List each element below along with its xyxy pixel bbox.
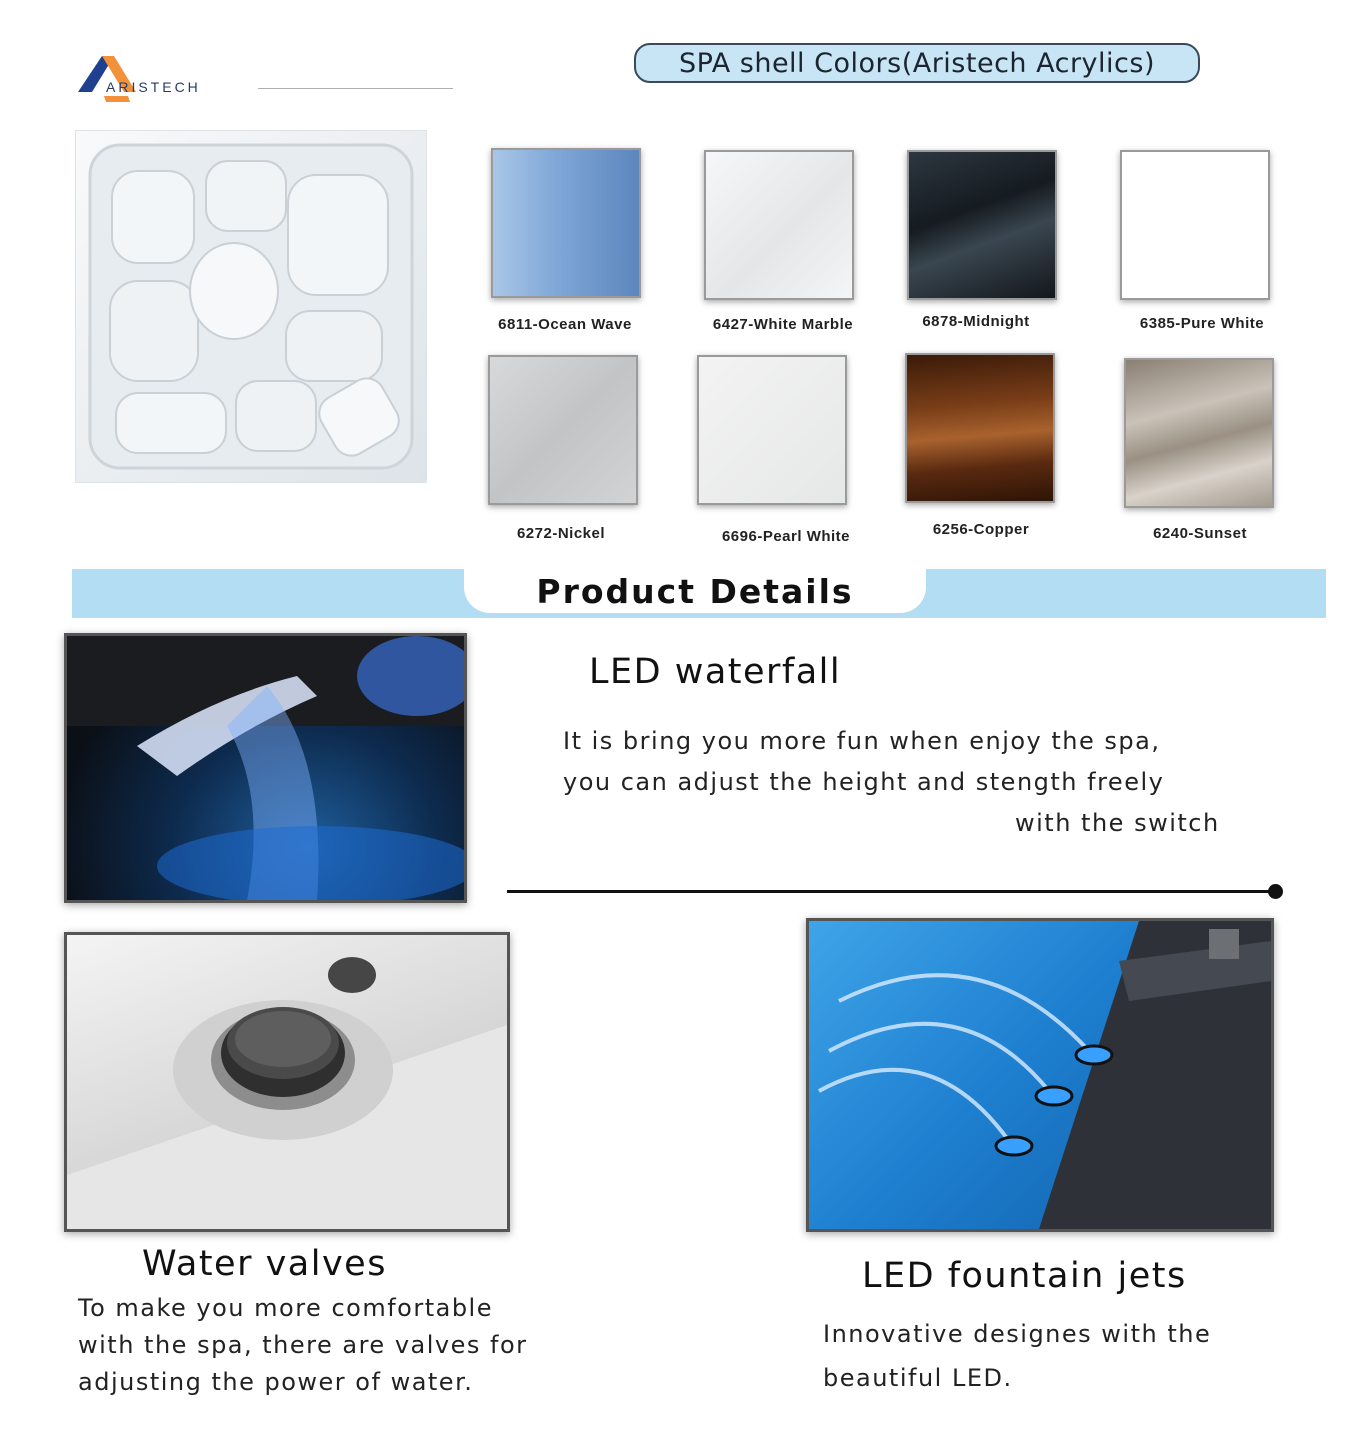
led-waterfall-description (563, 721, 1283, 844)
led-waterfall-photo (64, 633, 467, 903)
logo-text: ARISTECH (106, 79, 201, 95)
description-line: beautiful LED. (823, 1364, 1013, 1392)
swatch-pure-white (1120, 150, 1270, 300)
swatch-midnight (907, 150, 1057, 300)
product-details-title: Product Details (536, 571, 854, 611)
section-divider (507, 890, 1277, 893)
swatch-label: 6878-Midnight (922, 313, 1030, 330)
swatch-copper (905, 353, 1055, 503)
led-fountain-jets-photo (806, 918, 1274, 1232)
description-line: To make you more comfortable (78, 1294, 493, 1322)
spa-shell-drawing (76, 131, 426, 482)
description-line: with the switch (1015, 809, 1220, 837)
swatch-white-marble (704, 150, 854, 300)
aristech-logo-mark-icon (78, 52, 138, 104)
divider-dot (1268, 884, 1283, 899)
product-details-tab (464, 569, 926, 613)
swatch-label: 6811-Ocean Wave (498, 316, 632, 333)
swatch-label: 6256-Copper (932, 521, 1030, 538)
swatch-nickel (488, 355, 638, 505)
swatch-label: 6427-White Marble (712, 316, 854, 333)
description-line: Innovative designes with the (823, 1320, 1212, 1348)
description-line: adjusting the power of water. (78, 1368, 474, 1396)
swatch-label: 6385-Pure White (1139, 315, 1265, 332)
led-waterfall-drawing (67, 636, 464, 900)
swatch-label: 6272-Nickel (516, 525, 606, 542)
swatch-label: 6240-Sunset (1153, 525, 1247, 542)
swatch-sunset (1124, 358, 1274, 508)
swatch-pearl-white (697, 355, 847, 505)
spa-shell-image (75, 130, 427, 483)
description-line: It is bring you more fun when enjoy the spa, (563, 727, 1161, 755)
water-valve-drawing (67, 935, 507, 1229)
swatch-label: 6696-Pearl White (721, 528, 851, 545)
water-valves-heading: Water valves (142, 1244, 387, 1284)
swatch-ocean-wave (491, 148, 641, 298)
description-line: with the spa, there are valves for (78, 1331, 528, 1359)
water-valves-description (78, 1290, 638, 1401)
led-fountain-jets-description (823, 1312, 1343, 1400)
led-fountain-jets-drawing (809, 921, 1271, 1229)
led-fountain-jets-heading: LED fountain jets (862, 1256, 1187, 1296)
spa-shell-colors-title: SPA shell Colors(Aristech Acrylics) (634, 43, 1200, 83)
water-valves-photo (64, 932, 510, 1232)
logo-rule (258, 88, 453, 89)
aristech-logo (78, 52, 458, 104)
description-line: you can adjust the height and stength freely (563, 768, 1165, 796)
led-waterfall-heading: LED waterfall (589, 652, 842, 692)
